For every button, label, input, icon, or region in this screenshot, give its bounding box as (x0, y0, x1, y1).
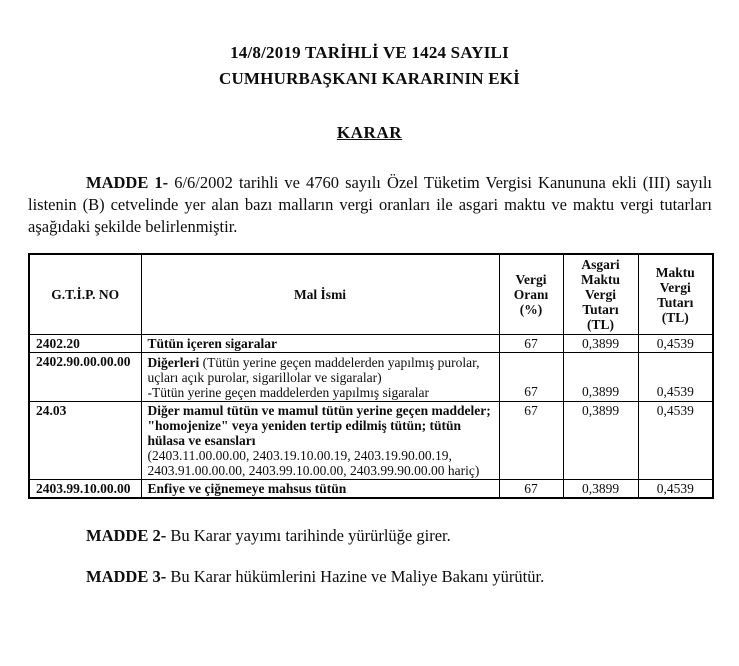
col-header-maktu: Maktu Vergi Tutarı (TL) (638, 254, 713, 335)
article-3-label: MADDE 3- (86, 567, 167, 586)
col-header-gtip: G.T.İ.P. NO (29, 254, 141, 335)
asgari-maktu-cell: 0,3899 (563, 402, 638, 480)
table-row (29, 402, 713, 480)
article-1-text: 6/6/2002 tarihli ve 4760 sayılı Özel Tüketim Vergisi Kanununa ekli (III) sayılı listenin (B) cetvelinde yer alan bazı malların vergi oranları ile asgari maktu ve maktu vergi tutarları aşağıdaki şekilde belirlenmiştir. (28, 173, 713, 236)
gtip-cell: 2402.90.00.00.00 (29, 353, 141, 402)
col-header-mal-ismi: Mal İsmi (141, 254, 499, 335)
table-row (29, 353, 713, 402)
article-madde-1 (28, 172, 712, 238)
vergi-orani-cell: 67 (499, 480, 563, 499)
mal-ismi-text: Tütün içeren sigaralar (147, 336, 277, 351)
asgari-maktu-cell: 0,3899 (563, 353, 638, 402)
gtip-cell: 2402.20 (29, 335, 141, 353)
mal-ismi-bold: Diğer mamul tütün ve mamul tütün yerine geçen maddeler; "homojenize" veya yeniden tertip edilmiş tütün; tütün hülasa ve esansları (147, 403, 491, 448)
col-header-vergi-orani: Vergi Oranı (%) (499, 254, 563, 335)
article-madde-3 (28, 566, 712, 588)
mal-ismi-line2: -Tütün yerine geçen maddelerden yapılmış sigaralar (147, 384, 430, 400)
mal-ismi-bold: Diğerleri (147, 354, 200, 370)
tax-rates-table (28, 253, 714, 499)
table-header-row (29, 254, 713, 335)
mal-ismi-cell (141, 353, 499, 402)
decision-heading: KARAR (336, 123, 403, 142)
document-title-line2: CUMHURBAŞKANI KARARININ EKİ (218, 69, 521, 88)
article-3-text: Bu Karar hükümlerini Hazine ve Maliye Bakanı yürütür. (170, 567, 545, 586)
maktu-cell: 0,4539 (638, 402, 713, 480)
mal-ismi-paren: (Tütün yerine geçen maddelerden yapılmış purolar, uçları açık purolar, sigarillolar ve sigaralar) (147, 354, 480, 385)
mal-ismi-cell (141, 402, 499, 480)
document-title (0, 0, 739, 92)
table-row (29, 335, 713, 353)
gtip-cell: 2403.99.10.00.00 (29, 480, 141, 499)
article-2-label: MADDE 2- (86, 526, 167, 545)
mal-ismi-cell (141, 480, 499, 499)
col-header-asgari-maktu: Asgari Maktu Vergi Tutarı (TL) (563, 254, 638, 335)
table-row (29, 480, 713, 499)
maktu-cell: 0,4539 (638, 480, 713, 499)
vergi-orani-cell: 67 (499, 335, 563, 353)
maktu-cell: 0,4539 (638, 353, 713, 402)
gtip-cell: 24.03 (29, 402, 141, 480)
article-1-label: MADDE 1- (86, 173, 169, 192)
mal-ismi-text: Enfiye ve çiğnemeye mahsus tütün (147, 481, 347, 496)
document-title-line1: 14/8/2019 TARİHLİ VE 1424 SAYILI (230, 43, 509, 62)
asgari-maktu-cell: 0,3899 (563, 335, 638, 353)
mal-ismi-note: (2403.11.00.00.00, 2403.19.10.00.19, 2403.19.90.00.19, 2403.91.00.00.00, 2403.99.10.00.00, 2403.99.90.00.00 hariç) (147, 448, 480, 478)
vergi-orani-cell: 67 (499, 402, 563, 480)
vergi-orani-cell: 67 (499, 353, 563, 402)
article-2-text: Bu Karar yayımı tarihinde yürürlüğe girer. (170, 526, 451, 545)
mal-ismi-cell (141, 335, 499, 353)
asgari-maktu-cell: 0,3899 (563, 480, 638, 499)
article-madde-2 (28, 525, 712, 547)
maktu-cell: 0,4539 (638, 335, 713, 353)
